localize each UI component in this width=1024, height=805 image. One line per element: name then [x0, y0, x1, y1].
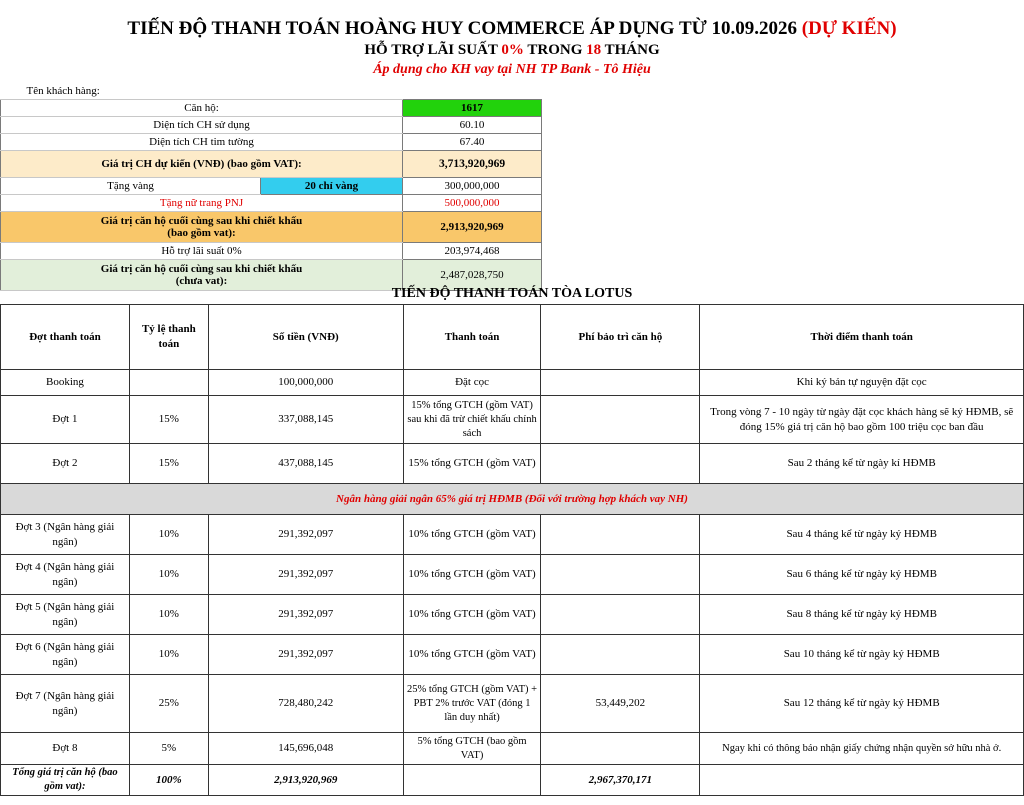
estimated-value: 3,713,920,969 — [403, 151, 542, 178]
total-rate: 100% — [129, 765, 208, 796]
amount-cell: 291,392,097 — [208, 595, 403, 635]
schedule-title: TIẾN ĐỘ THANH TOÁN TÒA LOTUS — [391, 286, 633, 301]
final-novat-value: 2,487,028,750 — [403, 260, 542, 291]
page-title — [0, 18, 1024, 40]
table-row — [1, 595, 1024, 635]
interest-row — [1, 243, 542, 260]
timing-cell: Sau 12 tháng kể từ ngày ký HĐMB — [700, 675, 1024, 733]
apartment-row — [1, 100, 542, 117]
subtitle-c: THÁNG — [604, 42, 660, 58]
amount-cell: 291,392,097 — [208, 515, 403, 555]
interest-value: 203,974,468 — [403, 243, 542, 260]
gold-qty: 20 chỉ vàng — [261, 178, 403, 195]
subtitle-a: HỖ TRỢ LÃI SUẤT — [364, 42, 498, 58]
col-amount-header: Số tiền (VNĐ) — [208, 305, 403, 370]
rate-cell: 10% — [129, 555, 208, 595]
total-amount: 2,913,920,969 — [208, 765, 403, 796]
subtitle-rate: 0% — [501, 42, 524, 58]
apartment-value: 1617 — [403, 100, 542, 117]
payment-cell: 10% tổng GTCH (gồm VAT) — [403, 595, 541, 635]
total-payment — [403, 765, 541, 796]
total-row — [1, 765, 1024, 796]
fee-cell: 53,449,202 — [541, 675, 700, 733]
payment-cell: 15% tổng GTCH (gồm VAT) — [403, 444, 541, 484]
area-use-row — [1, 117, 542, 134]
table-row — [1, 733, 1024, 765]
table-row — [1, 444, 1024, 484]
amount-cell: 145,696,048 — [208, 733, 403, 765]
amount-cell: 337,088,145 — [208, 396, 403, 444]
jewelry-value: 500,000,000 — [403, 195, 542, 212]
bank-disbursement-note: Ngân hàng giải ngân 65% giá trị HĐMB (Đối với trường hợp khách vay NH) — [1, 484, 1024, 515]
rate-cell: 25% — [129, 675, 208, 733]
timing-cell: Sau 2 tháng kể từ ngày kí HĐMB — [700, 444, 1024, 484]
final-vat-row — [1, 212, 542, 243]
customer-label: Tên khách hàng: — [26, 85, 100, 97]
bank-disbursement-row — [1, 484, 1024, 515]
phase-cell: Đợt 3 (Ngân hàng giải ngân) — [1, 515, 130, 555]
payment-cell: 10% tổng GTCH (gồm VAT) — [403, 555, 541, 595]
jewelry-row — [1, 195, 542, 212]
rate-cell: 10% — [129, 635, 208, 675]
amount-cell: 100,000,000 — [208, 370, 403, 396]
phase-cell: Booking — [1, 370, 130, 396]
table-row — [1, 555, 1024, 595]
col-payment-header: Thanh toán — [403, 305, 541, 370]
payment-schedule-table — [0, 304, 1024, 796]
title-tag: (DỰ KIẾN) — [801, 18, 897, 39]
col-fee-header: Phí bảo trì căn hộ — [541, 305, 700, 370]
subtitle-b: TRONG — [527, 42, 583, 58]
payment-cell: Đặt cọc — [403, 370, 541, 396]
gold-label: Tặng vàng — [1, 178, 261, 195]
timing-cell: Trong vòng 7 - 10 ngày từ ngày đặt cọc khách hàng sẽ ký HĐMB, sẽ đóng 15% giá trị căn hộ bao gồm 100 triệu cọc ban đầu — [700, 396, 1024, 444]
col-timing-header: Thời điểm thanh toán — [700, 305, 1024, 370]
final-vat-label — [1, 212, 403, 243]
payment-cell: 5% tổng GTCH (bao gồm VAT) — [403, 733, 541, 765]
phase-cell: Đợt 5 (Ngân hàng giải ngân) — [1, 595, 130, 635]
area-use-label: Diện tích CH sử dụng — [1, 117, 403, 134]
bank-note: Áp dụng cho KH vay tại NH TP Bank - Tô Hiệu — [373, 62, 651, 77]
phase-cell: Đợt 2 — [1, 444, 130, 484]
apartment-label: Căn hộ: — [1, 100, 403, 117]
rate-cell: 10% — [129, 595, 208, 635]
rate-cell — [129, 370, 208, 396]
rate-cell: 15% — [129, 396, 208, 444]
phase-cell: Đợt 6 (Ngân hàng giải ngân) — [1, 635, 130, 675]
table-row — [1, 396, 1024, 444]
subtitle-months: 18 — [586, 42, 602, 58]
amount-cell: 291,392,097 — [208, 555, 403, 595]
rate-cell: 5% — [129, 733, 208, 765]
timing-cell: Sau 6 tháng kể từ ngày ký HĐMB — [700, 555, 1024, 595]
fee-cell — [541, 635, 700, 675]
fee-cell — [541, 444, 700, 484]
schedule-header-row — [1, 305, 1024, 370]
total-fee: 2,967,370,171 — [541, 765, 700, 796]
payment-cell: 10% tổng GTCH (gồm VAT) — [403, 635, 541, 675]
final-vat-value: 2,913,920,969 — [403, 212, 542, 243]
customer-row — [1, 83, 542, 100]
area-wall-value: 67.40 — [403, 134, 542, 151]
timing-cell: Sau 4 tháng kể từ ngày ký HĐMB — [700, 515, 1024, 555]
final-vat-label-line1: Giá trị căn hộ cuối cùng sau khi chiết khấu — [100, 215, 303, 227]
fee-cell — [541, 595, 700, 635]
timing-cell: Khi ký bản tự nguyện đặt cọc — [700, 370, 1024, 396]
jewelry-label: Tặng nữ trang PNJ — [1, 195, 403, 212]
col-rate-header: Tỷ lệ thanh toán — [129, 305, 208, 370]
table-row — [1, 675, 1024, 733]
rate-cell: 15% — [129, 444, 208, 484]
interest-label: Hỗ trợ lãi suất 0% — [1, 243, 403, 260]
table-row — [1, 370, 1024, 396]
payment-cell: 15% tổng GTCH (gồm VAT) sau khi đã trừ chiết khấu chính sách — [403, 396, 541, 444]
col-phase-header: Đợt thanh toán — [1, 305, 130, 370]
fee-cell — [541, 396, 700, 444]
table-row — [1, 515, 1024, 555]
area-use-value: 60.10 — [403, 117, 542, 134]
total-timing — [700, 765, 1024, 796]
fee-cell — [541, 370, 700, 396]
fee-cell — [541, 555, 700, 595]
phase-cell: Đợt 7 (Ngân hàng giải ngân) — [1, 675, 130, 733]
area-wall-label: Diện tích CH tim tường — [1, 134, 403, 151]
payment-cell: 10% tổng GTCH (gồm VAT) — [403, 515, 541, 555]
amount-cell: 728,480,242 — [208, 675, 403, 733]
final-novat-label-line1: Giá trị căn hộ cuối cùng sau khi chiết khấu — [100, 263, 303, 275]
area-wall-row — [1, 134, 542, 151]
amount-cell: 437,088,145 — [208, 444, 403, 484]
final-novat-label-line2: (chưa vat): — [175, 275, 228, 287]
gold-value: 300,000,000 — [403, 178, 542, 195]
phase-cell: Đợt 4 (Ngân hàng giải ngân) — [1, 555, 130, 595]
fee-cell — [541, 733, 700, 765]
timing-cell: Sau 8 tháng kể từ ngày ký HĐMB — [700, 595, 1024, 635]
table-row — [1, 635, 1024, 675]
payment-cell: 25% tổng GTCH (gồm VAT) + PBT 2% trước VAT (đóng 1 lần duy nhất) — [403, 675, 541, 733]
final-vat-label-line2: (bao gồm vat): — [167, 227, 236, 239]
title-main: TIẾN ĐỘ THANH TOÁN HOÀNG HUY COMMERCE ÁP DỤNG TỪ 10.09.2026 — [127, 18, 798, 39]
rate-cell: 10% — [129, 515, 208, 555]
fee-cell — [541, 515, 700, 555]
phase-cell: Đợt 8 — [1, 733, 130, 765]
timing-cell: Ngay khi có thông báo nhận giấy chứng nhận quyền sở hữu nhà ở. — [700, 733, 1024, 765]
estimated-value-row — [1, 151, 542, 178]
timing-cell: Sau 10 tháng kể từ ngày ký HĐMB — [700, 635, 1024, 675]
page-subtitle — [0, 42, 1024, 59]
estimated-value-label: Giá trị CH dự kiến (VNĐ) (bao gồm VAT): — [1, 151, 403, 178]
phase-cell: Đợt 1 — [1, 396, 130, 444]
amount-cell: 291,392,097 — [208, 635, 403, 675]
gold-row — [1, 178, 542, 195]
summary-table — [0, 83, 542, 291]
total-label: Tổng giá trị căn hộ (bao gồm vat): — [1, 765, 130, 796]
